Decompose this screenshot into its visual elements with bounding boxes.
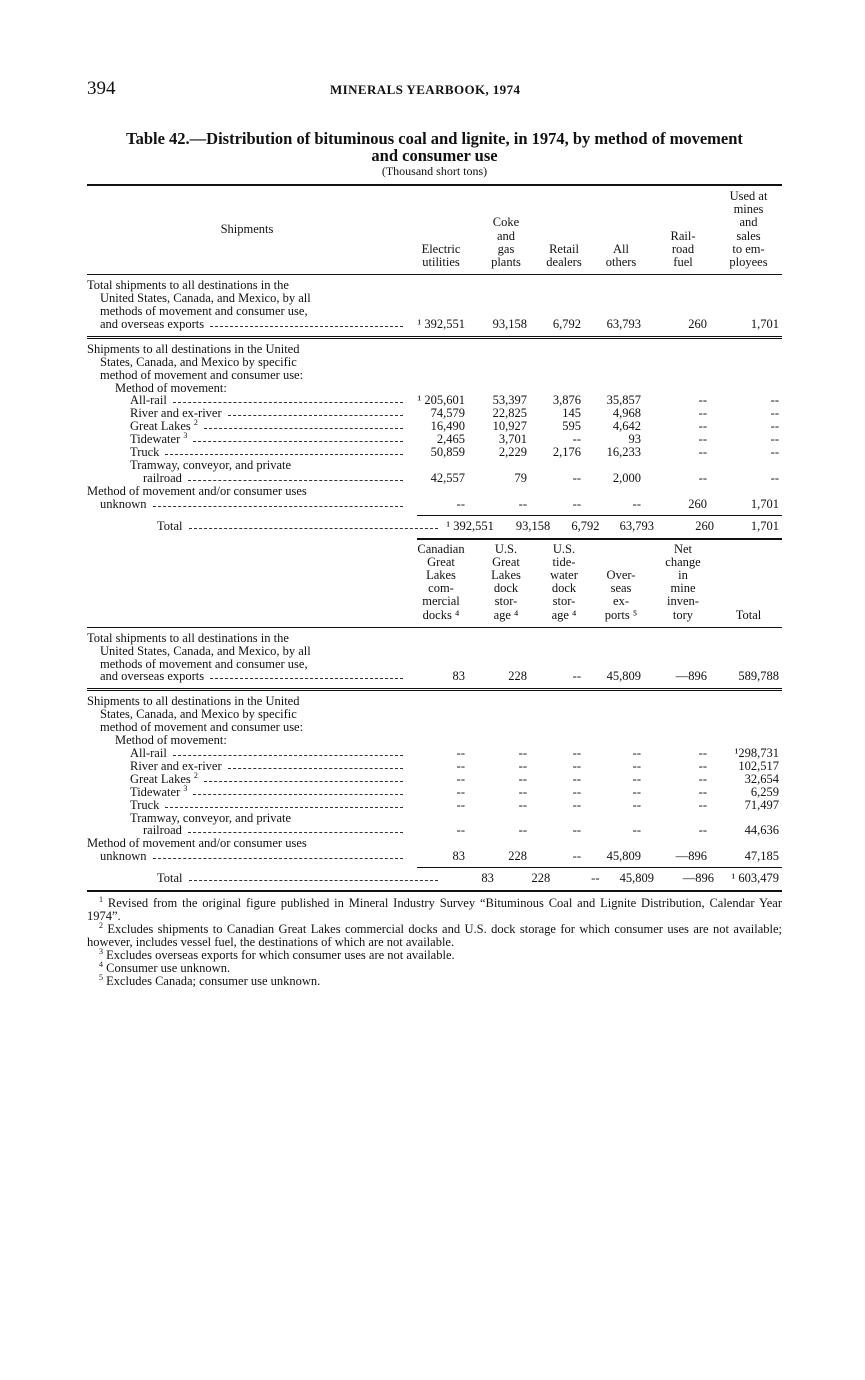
column-header-line: Rail-	[670, 228, 696, 243]
table-cell: --	[572, 797, 581, 812]
table-cell: --	[698, 470, 707, 485]
footnote-mark: 3	[183, 431, 188, 441]
table-cell: --	[632, 758, 641, 773]
table-cell: ¹298,731	[734, 746, 779, 760]
table-cell: --	[698, 758, 707, 773]
row-label: Total shipments to all destinations in the United States, Canada, and Mexico, by all methods of movement and consumer use, and overseas exports	[87, 279, 407, 331]
table-cell: 93,158	[515, 518, 551, 533]
column-header-line: U.S.	[552, 541, 576, 556]
table-cell: ¹ 392,551	[417, 316, 465, 331]
column-header-line: Electric	[421, 241, 461, 256]
table-cell: --	[770, 470, 779, 485]
footnote-mark: 2	[99, 920, 103, 930]
table-cell: --	[632, 784, 641, 799]
table-cell: 3,701	[498, 432, 527, 447]
table-cell: --	[518, 823, 527, 838]
column-header-line: ex-	[613, 594, 629, 609]
column-header	[537, 543, 591, 622]
table-cell: 589,788	[738, 669, 779, 684]
table-cell: 45,809	[606, 849, 641, 864]
table-cell: —896	[675, 669, 707, 684]
total-row	[87, 872, 782, 885]
table-cell: --	[456, 771, 465, 786]
column-header-line: in	[678, 567, 688, 582]
column-header-line: dock	[493, 581, 519, 596]
table-cell: --	[518, 784, 527, 799]
table-cell: 93	[628, 432, 641, 447]
table-cell: --	[698, 797, 707, 812]
table-cell: 22,825	[492, 406, 527, 421]
row-label: Truck	[87, 446, 407, 459]
column-header-line: Great	[427, 554, 455, 569]
footnote-mark: 1	[99, 894, 103, 904]
table-cell: ¹ 205,601	[417, 393, 465, 408]
table-cell: 93,158	[492, 316, 527, 331]
footnotes	[87, 894, 782, 989]
footnote-mark: 5	[99, 972, 103, 982]
column-header-line: fuel	[673, 255, 693, 270]
column-header-line: dock	[551, 581, 577, 596]
column-header-line: age ⁴	[551, 607, 577, 622]
column-header-line: Coke	[492, 215, 520, 230]
table-cell: --	[770, 406, 779, 421]
table-cell: 32,654	[744, 771, 779, 786]
table-cell: 83	[481, 871, 494, 886]
table-cell: 35,857	[606, 393, 641, 408]
column-header-line: others	[605, 255, 637, 270]
footnote: $^3$ Excludes overseas exports for which consumer uses are not available.	[99, 946, 455, 963]
table-cell: 1,701	[750, 518, 779, 533]
row-label: All-rail	[87, 394, 407, 407]
column-header	[591, 243, 651, 269]
table-row	[87, 760, 782, 773]
table-row	[87, 812, 782, 838]
table-cell: 42,557	[430, 470, 465, 485]
column-header-line: to em-	[732, 241, 765, 256]
column-header-line: gas	[497, 241, 515, 256]
column-header	[591, 569, 651, 622]
column-header-line: Net	[673, 541, 693, 556]
table-cell: 83	[452, 669, 465, 684]
table-cell: --	[518, 496, 527, 511]
column-header	[475, 216, 537, 269]
column-header	[537, 243, 591, 269]
table-cell: ¹ 603,479	[731, 871, 779, 886]
footnote: $^1$ Revised from the original figure published in Mineral Industry Survey “Bituminous Coal and Lignite Distribution, Calendar Year 1974”.	[87, 894, 782, 924]
column-header-line: inven-	[667, 594, 699, 609]
table-cell: --	[518, 797, 527, 812]
column-header-line: dealers	[546, 255, 582, 270]
column-header-line: change	[665, 554, 701, 569]
table-cell: --	[518, 771, 527, 786]
table-cell: --	[632, 797, 641, 812]
column-header-line: sales	[736, 228, 761, 243]
column-header-row	[87, 186, 782, 274]
table-cell: ¹ 392,551	[446, 518, 494, 533]
table-row	[87, 420, 782, 433]
table-cell: --	[456, 758, 465, 773]
table-cell: --	[770, 445, 779, 460]
row-label: Total	[87, 872, 442, 885]
table-cell: --	[632, 823, 641, 838]
table-cell: 228	[531, 871, 551, 886]
column-header	[651, 543, 715, 622]
running-header	[87, 78, 782, 104]
table-cell: 45,809	[619, 871, 655, 886]
table-cell: 53,397	[492, 393, 527, 408]
table-cell: --	[698, 419, 707, 434]
table-cell: --	[572, 470, 581, 485]
table-cell: --	[632, 746, 641, 760]
table-cell: --	[770, 419, 779, 434]
table-cell: --	[698, 445, 707, 460]
total-row	[87, 520, 782, 533]
table-cell: --	[572, 771, 581, 786]
column-header	[715, 190, 782, 269]
table-cell: --	[698, 823, 707, 838]
column-header-line: Used at	[729, 189, 768, 203]
table-row	[87, 459, 782, 485]
row-label: Great Lakes $^2$	[87, 420, 407, 433]
table-cell: 47,185	[744, 849, 779, 864]
column-header-line: utilities	[422, 255, 460, 270]
column-header-line: Lakes	[491, 567, 521, 582]
table-row	[87, 632, 782, 684]
column-header	[407, 243, 475, 269]
table-cell: --	[572, 496, 581, 511]
table-cell: 45,809	[606, 669, 641, 684]
row-label: River and ex-river	[87, 760, 407, 773]
footnote: $^5$ Excludes Canada; consumer use unknown.	[99, 972, 321, 989]
section-label: Shipments to all destinations in the United States, Canada, and Mexico by specific method of movement and consumer use: Method of movement:	[87, 694, 304, 748]
table-cell: 1,701	[750, 496, 779, 511]
column-header-line: and	[496, 228, 516, 243]
table-cell: --	[698, 784, 707, 799]
table-cell: 228	[508, 669, 527, 684]
column-header-line: mines	[733, 202, 764, 217]
table-cell: 63,793	[619, 518, 655, 533]
table-cell: 145	[562, 406, 581, 421]
column-header-line: Total	[735, 607, 762, 622]
column-header-row	[87, 540, 782, 627]
row-label: Tramway, conveyor, and private railroad	[87, 459, 407, 485]
table-cell: 2,176	[552, 445, 581, 460]
column-header-line: stor-	[552, 594, 576, 609]
table-cell: --	[572, 784, 581, 799]
table-cell: 4,968	[612, 406, 641, 421]
table-row	[87, 485, 782, 511]
column-header-line: Retail	[549, 241, 579, 256]
table-row	[87, 279, 782, 331]
table-cell: --	[572, 432, 581, 447]
column-header-line: seas	[610, 581, 632, 596]
page-number: 394	[87, 78, 116, 99]
running-title: MINERALS YEARBOOK, 1974	[330, 82, 521, 97]
column-header	[651, 230, 715, 270]
row-label: Great Lakes $^2$	[87, 773, 407, 786]
table-cell: --	[518, 758, 527, 773]
table-cell: --	[770, 393, 779, 408]
table-unit: (Thousand short tons)	[381, 164, 488, 178]
table-cell: --	[770, 432, 779, 447]
footnote-mark: 2	[193, 770, 198, 780]
table-cell: 79	[514, 470, 527, 485]
table-cell: --	[456, 823, 465, 838]
table-cell: --	[456, 746, 465, 760]
table-title	[87, 130, 782, 164]
footnote: $^2$ Excludes shipments to Canadian Great Lakes commercial docks and U.S. dock storage for which consumer uses are not available; however, includes vessel fuel, the destinations of which are not available.	[87, 920, 782, 950]
column-header-line: Over-	[606, 567, 636, 582]
footnote-mark: 4	[99, 959, 103, 969]
table-cell: 74,579	[430, 406, 465, 421]
column-header-line: plants	[491, 255, 521, 270]
table-row	[87, 799, 782, 812]
column-header-line: Great	[492, 554, 520, 569]
column-header-line: ployees	[729, 255, 768, 270]
table-cell: 6,792	[552, 316, 581, 331]
footnote-mark: 2	[193, 418, 198, 428]
table-cell: --	[572, 849, 581, 864]
column-header	[475, 543, 537, 622]
column-header-line: water	[550, 567, 578, 582]
column-header-line: All	[613, 241, 629, 256]
table-cell: 6,259	[750, 784, 779, 799]
table-row	[87, 747, 782, 760]
table-cell: --	[456, 784, 465, 799]
table-cell: --	[698, 406, 707, 421]
stub-header: Shipments	[220, 222, 274, 236]
row-label: Method of movement and/or consumer uses unknown	[87, 485, 407, 511]
table-cell: 44,636	[744, 823, 779, 838]
row-label: Tidewater $^3$	[87, 786, 407, 799]
row-label: Method of movement and/or consumer uses unknown	[87, 837, 407, 863]
table-cell: 63,793	[606, 316, 641, 331]
row-label: Total shipments to all destinations in the United States, Canada, and Mexico, by all methods of movement and consumer use, and overseas exports	[87, 632, 407, 684]
table-cell: 4,642	[612, 419, 641, 434]
section-label: Shipments to all destinations in the United States, Canada, and Mexico by specific method of movement and consumer use: Method of movement:	[87, 341, 304, 395]
row-label: Truck	[87, 799, 407, 812]
table-cell: 260	[695, 518, 714, 533]
column-header-line: tory	[672, 607, 694, 622]
table-title-line: and consumer use	[371, 146, 498, 165]
table-cell: 6,792	[571, 518, 600, 533]
table-cell: --	[572, 669, 581, 684]
column-header-line: stor-	[494, 594, 518, 609]
table-cell: 10,927	[492, 419, 527, 434]
table-cell: 16,233	[606, 445, 641, 460]
footnote: $^4$ Consumer use unknown.	[99, 959, 231, 976]
table-cell: 3,876	[552, 393, 581, 408]
table-cell: 16,490	[430, 419, 465, 434]
table-cell: 2,229	[498, 445, 527, 460]
column-header-line: U.S.	[494, 541, 518, 556]
table-cell: --	[591, 871, 600, 886]
column-header-line: com-	[428, 581, 454, 596]
column-header-line: age ⁴	[493, 607, 519, 622]
table-cell: --	[572, 746, 581, 760]
column-header	[407, 543, 475, 622]
table-cell: 71,497	[744, 797, 779, 812]
row-label: All-rail	[87, 747, 407, 760]
table-cell: --	[698, 746, 707, 760]
footnote-mark: 3	[183, 783, 188, 793]
table-cell: 50,859	[430, 445, 465, 460]
row-label: Total	[87, 520, 442, 533]
column-header-line: tide-	[552, 554, 576, 569]
column-header-line: Canadian	[417, 541, 465, 556]
row-label: Tramway, conveyor, and private railroad	[87, 812, 407, 838]
document-page	[87, 78, 782, 988]
table-cell: 260	[688, 316, 707, 331]
table-cell: —896	[675, 849, 707, 864]
table-cell: --	[518, 746, 527, 760]
rule	[87, 890, 782, 892]
row-label: River and ex-river	[87, 407, 407, 420]
column-header-line: mercial	[422, 594, 460, 609]
column-header-line: and	[739, 215, 758, 230]
table-cell: 102,517	[738, 758, 779, 773]
table-cell: 595	[562, 419, 581, 434]
table-cell: --	[456, 797, 465, 812]
table-row	[87, 837, 782, 863]
table-cell: 2,465	[436, 432, 465, 447]
column-header-line: docks ⁴	[422, 607, 460, 622]
column-header-line: road	[671, 241, 695, 256]
table-cell: --	[572, 758, 581, 773]
column-header-line: ports ⁵	[604, 607, 638, 622]
table-row	[87, 783, 782, 799]
table-cell: --	[632, 496, 641, 511]
table-row	[87, 770, 782, 786]
table-cell: --	[698, 771, 707, 786]
table-cell: 1,701	[750, 316, 779, 331]
table-cell: 83	[452, 849, 465, 864]
table-cell: --	[698, 393, 707, 408]
table-cell: 2,000	[612, 470, 641, 485]
footnote-mark: 3	[99, 946, 103, 956]
table-cell: --	[456, 496, 465, 511]
row-label: Tidewater $^3$	[87, 433, 407, 446]
table-cell: --	[698, 432, 707, 447]
table-cell: --	[572, 823, 581, 838]
column-header-line: mine	[670, 581, 696, 596]
table-cell: 228	[508, 849, 527, 864]
table-cell: --	[632, 771, 641, 786]
table-title-line: Table 42.—Distribution of bituminous coal and lignite, in 1974, by method of movement	[126, 129, 743, 148]
column-header-line: Lakes	[426, 567, 456, 582]
column-header	[715, 609, 782, 622]
table-cell: 260	[688, 496, 707, 511]
table-cell: —896	[682, 871, 714, 886]
